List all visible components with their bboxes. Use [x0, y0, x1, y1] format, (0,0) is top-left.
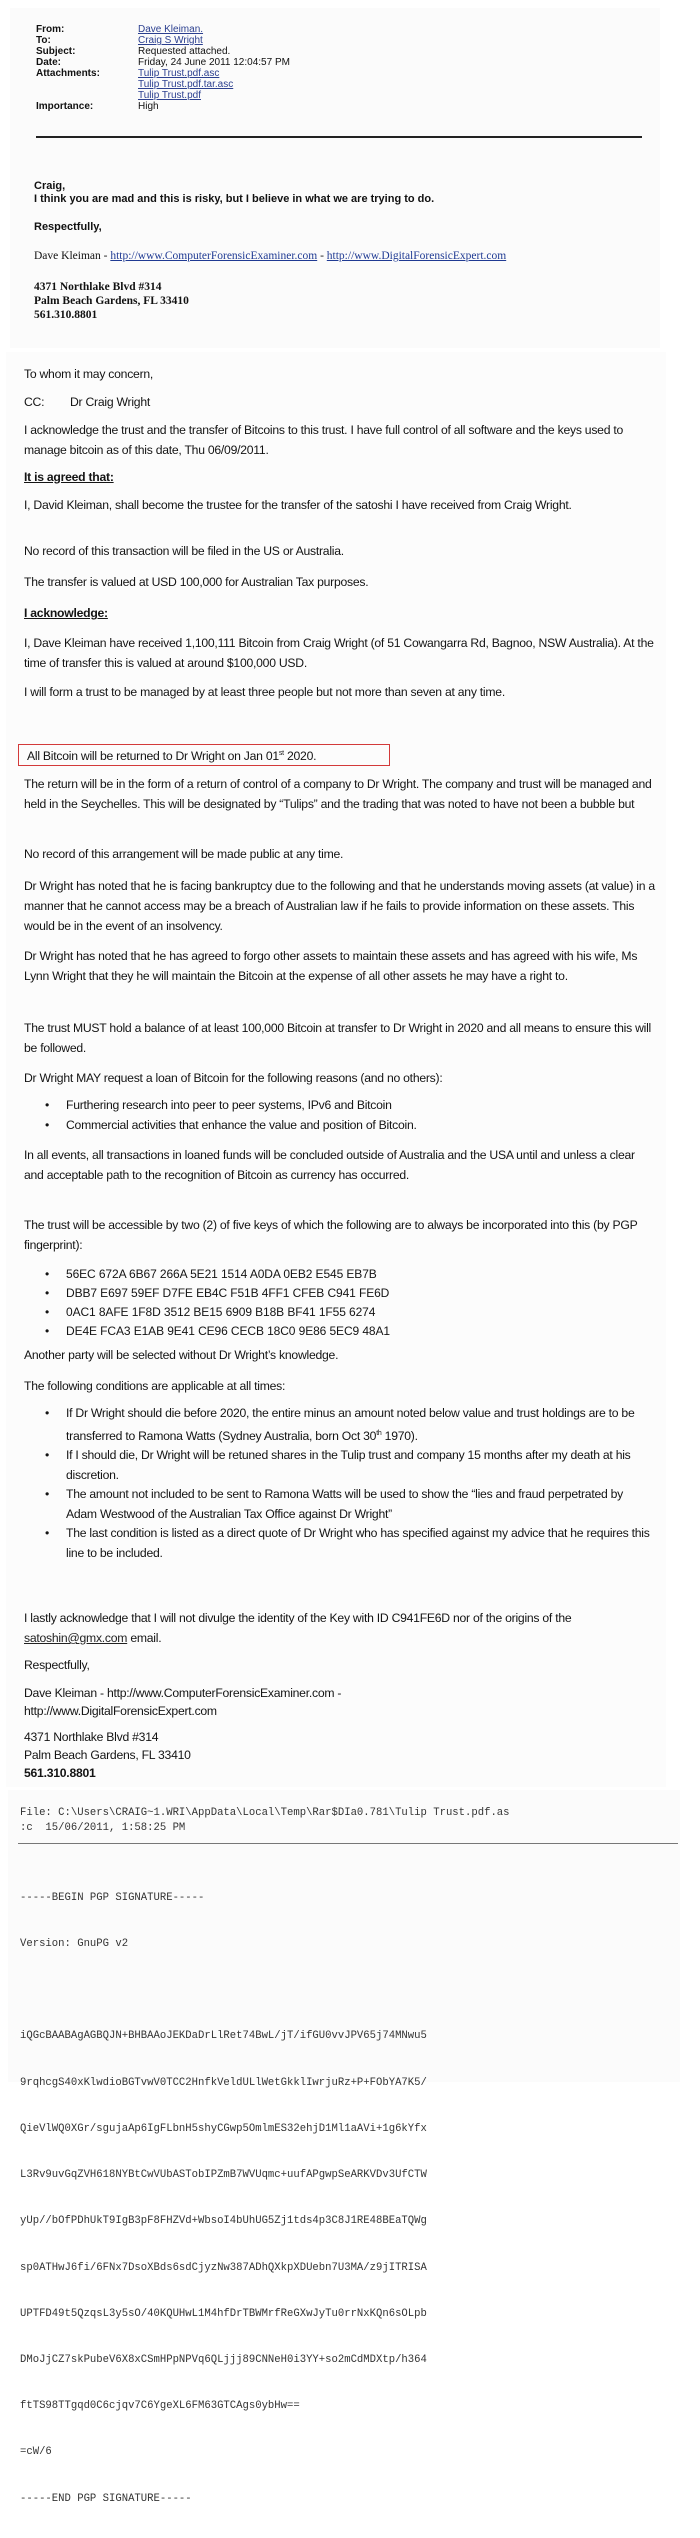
- date-value: Friday, 24 June 2011 12:04:57 PM: [138, 57, 290, 68]
- email-closing: Respectfully,: [34, 221, 102, 233]
- agreed-valuation: The transfer is valued at USD 100,000 for Australian Tax purposes.: [24, 575, 369, 589]
- letter-intro: I acknowledge the trust and the transfer of Bitcoins to this trust. I have full control of all software and the keys used to manage bitcoin as of this date, Thu 06/09/2011.: [24, 423, 624, 457]
- condition-1-text: If Dr Wright should die before 2020, the entire minus an amount noted below value and trust holdings are to be transferred to Ramona Watts (Sydney Australia, born Oct 30: [66, 1406, 635, 1443]
- pgp-line: QieVlWQ0XGr/sgujaAp6IgFLbnH5shyCGwp5OmlmES32ehjD1Ml1aAVi+1g6kYfx: [20, 2122, 427, 2135]
- fingerprint-item: • DE4E FCA3 E1AB 9E41 CE96 CECB 18C0 9E86 5EC9 48A1: [24, 1322, 656, 1341]
- fingerprint-item: • 0AC1 8AFE 1F8D 3512 BE15 6909 B18B BF41 1F55 6274: [24, 1303, 656, 1322]
- letter-signature: [24, 1684, 656, 1720]
- letter-address-line-2: Palm Beach Gardens, FL 33410: [24, 1748, 191, 1762]
- from-label: From:: [36, 24, 65, 35]
- forgo-assets-para: Dr Wright has noted that he has agreed to forgo other assets to maintain these assets and has agreed with his wife, Ms Lynn Wright that they he will maintain the Bitcoin at the expense of all other assets he may have a right to.: [24, 949, 638, 983]
- pgp-signature-printout: [8, 1790, 680, 2505]
- trust-letter: [6, 352, 666, 1787]
- attachment-link[interactable]: Tulip Trust.pdf: [138, 90, 201, 101]
- pgp-divider: [18, 1843, 678, 1844]
- loan-intro: Dr Wright MAY request a loan of Bitcoin for the following reasons (and no others):: [24, 1071, 443, 1085]
- header-from-row: [36, 24, 290, 35]
- email-message: [10, 8, 660, 348]
- fingerprint-item: • DBB7 E697 59EF D7FE EB4C F51B 4FF1 CFEB C941 FE6D: [24, 1284, 656, 1303]
- cc-value: Dr Craig Wright: [70, 395, 150, 409]
- pgp-line: DMoJjCZ7skPubeV6X8xCSmHPpNPVq6QLjjj89CNNeH0i3YY+so2mCdMDXtp/h364: [20, 2353, 427, 2366]
- address-line-1: 4371 Northlake Blvd #314: [34, 281, 162, 293]
- pgp-checksum: =cW/6: [20, 2446, 52, 2459]
- attachment-link[interactable]: Tulip Trust.pdf.asc: [138, 68, 220, 79]
- file-path: [20, 1806, 510, 1837]
- condition-item: • If I should die, Dr Wright will be retuned shares in the Tulip trust and company 15 months after my death at his discretion.: [24, 1446, 656, 1485]
- pgp-line: sp0ATHwJ6fi/6FNx7DsoXBds6sdCjyzNw387ADhQXkpXDUebn7U3MA/z9jITRISA: [20, 2261, 427, 2274]
- subject-value: Requested attached.: [138, 46, 231, 57]
- email-salutation: Craig,: [34, 180, 66, 192]
- pgp-line: L3Rv9uvGqZVH618NYBtCwVUbASTobIPZmB7WVUqmc+uufAPgwpSeARKVDv3UfCTW: [20, 2169, 427, 2182]
- address-line-2: Palm Beach Gardens, FL 33410: [34, 295, 189, 307]
- return-date-year: 2020.: [283, 749, 317, 764]
- signature-separator: -: [317, 250, 327, 262]
- fingerprint-list: [24, 1265, 656, 1341]
- letter-signature-line-2: http://www.DigitalForensicExpert.com: [24, 1704, 217, 1718]
- importance-label: Importance:: [36, 101, 94, 112]
- pgp-line: iQGcBAABAgAGBQJN+BHBAAoJEKDaDrLlRet74BwL/jT/ifGU0vvJPV65j74MNwu5: [20, 2030, 427, 2043]
- agreed-heading: It is agreed that:: [24, 470, 114, 484]
- header-attachments-row: [36, 68, 290, 101]
- file-path-line-2: :c 15/06/2011, 1:58:25 PM: [20, 1822, 186, 1835]
- pgp-end: -----END PGP SIGNATURE-----: [20, 2492, 192, 2505]
- importance-value: High: [138, 101, 159, 112]
- loan-reasons-list: [24, 1095, 656, 1135]
- acknowledge-form-trust: I will form a trust to be managed by at least three people but not more than seven at any time.: [24, 685, 505, 699]
- pgp-version: Version: GnuPG v2: [20, 1938, 129, 1951]
- header-date-row: [36, 57, 290, 68]
- letter-cc: [24, 392, 656, 412]
- condition-item: • The last condition is listed as a direct quote of Dr Wright who has specified against my advice that he requires this line to be included.: [24, 1524, 656, 1563]
- pgp-line: 9rqhcgS40xKlwdioBGTvwV0TCC2HnfkVeldULlWetGkklIwrjuRz+P+FObYA7K5/: [20, 2076, 427, 2089]
- keys-intro: The trust will be accessible by two (2) of five keys of which the following are to always be incorporated into this (by PGP fingerprint):: [24, 1218, 638, 1252]
- condition-1-year: 1970).: [381, 1428, 418, 1443]
- email-address-block: [34, 280, 189, 322]
- header-divider: [36, 136, 642, 138]
- signature-link-digital-forensic[interactable]: http://www.DigitalForensicExpert.com: [326, 250, 507, 262]
- conditions-intro: The following conditions are applicable at all times:: [24, 1379, 286, 1393]
- phone-number: 561.310.8801: [34, 309, 98, 321]
- bankruptcy-para: Dr Wright has noted that he is facing bankruptcy due to the following and that he understands moving assets (at value) in a manner that he cannot access may be a breach of Australian law if he fails to provide information on these assets. This would be in the event of an insolvency.: [24, 879, 655, 933]
- letter-phone: 561.310.8801: [24, 1766, 96, 1780]
- from-link[interactable]: Dave Kleiman.: [138, 24, 204, 35]
- file-path-line-1: File: C:\Users\CRAIG~1.WRI\AppData\Local\Temp\Rar$DIa0.781\Tulip Trust.pdf.as: [20, 1807, 510, 1819]
- cc-label: CC:: [24, 395, 45, 409]
- header-to-row: [36, 35, 290, 46]
- return-form-para: The return will be in the form of a return of control of a company to Dr Wright. The company and trust will be managed and held in the Seychelles. This will be designated by “Tulips” and the trading that was noted to have not been a bubble but: [24, 777, 652, 811]
- pgp-begin: -----BEGIN PGP SIGNATURE-----: [20, 1891, 205, 1904]
- list-item: • Furthering research into peer to peer systems, IPv6 and Bitcoin: [24, 1095, 656, 1115]
- must-hold-para: The trust MUST hold a balance of at least 100,000 Bitcoin at transfer to Dr Wright in 2020 and all means to ensure this will be followed.: [24, 1021, 652, 1055]
- lastly-text: I lastly acknowledge that I will not divulge the identity of the Key with ID C941FE6D nor of the origins of the: [24, 1611, 572, 1625]
- condition-item: [24, 1404, 656, 1446]
- signature-name: Dave Kleiman -: [34, 250, 111, 262]
- satoshin-email-link[interactable]: satoshin@gmx.com: [24, 1631, 128, 1645]
- lastly-para: [24, 1608, 656, 1648]
- letter-closing: Respectfully,: [24, 1658, 90, 1672]
- no-record-public: No record of this arrangement will be made public at any time.: [24, 847, 344, 861]
- pgp-line: ftTS98TTgqd0C6cjqv7C6YgeXL6FM63GTCAgs0ybHw==: [20, 2400, 300, 2413]
- pgp-signature-block: [20, 1860, 427, 2538]
- another-party: Another party will be selected without Dr Wright’s knowledge.: [24, 1348, 339, 1362]
- attachments-label: Attachments:: [36, 68, 100, 79]
- letter-address: [24, 1728, 656, 1782]
- signature-link-computer-forensic[interactable]: http://www.ComputerForensicExaminer.com: [110, 250, 318, 262]
- fingerprint-item: • 56EC 672A 6B67 266A 5E21 1514 A0DA 0EB2 E545 EB7B: [24, 1265, 656, 1284]
- acknowledge-heading: I acknowledge:: [24, 606, 108, 620]
- email-signature: [34, 250, 506, 263]
- agreed-trustee: I, David Kleiman, shall become the trustee for the transfer of the satoshi I have received from Craig Wright.: [24, 498, 572, 512]
- agreed-no-record: No record of this transaction will be filed in the US or Australia.: [24, 544, 344, 558]
- header-importance-row: [36, 101, 290, 112]
- acknowledge-received: I, Dave Kleiman have received 1,100,111 Bitcoin from Craig Wright (of 51 Cowangarra Rd, Bagnoo, NSW Australia). At the time of transfer this is valued at around $100,000 USD.: [24, 636, 654, 670]
- return-date-statement: [27, 744, 659, 766]
- condition-1-sup: th: [376, 1429, 382, 1437]
- letter-address-line-1: 4371 Northlake Blvd #314: [24, 1730, 159, 1744]
- header-subject-row: [36, 46, 290, 57]
- to-link[interactable]: Craig S Wright: [138, 35, 203, 46]
- email-message-text: I think you are mad and this is risky, but I believe in what we are trying to do.: [34, 193, 435, 205]
- to-label: To:: [36, 35, 51, 46]
- return-date-text: All Bitcoin will be returned to Dr Wright on Jan 01: [27, 749, 279, 764]
- email-header: [36, 24, 290, 112]
- condition-item: • The amount not included to be sent to Ramona Watts will be used to show the “lies and fraud perpetrated by Adam Westwood of the Australian Tax Office against Dr Wright”: [24, 1485, 656, 1524]
- return-date-sup: st: [278, 750, 284, 757]
- lastly-end: email.: [127, 1631, 162, 1645]
- events-para: In all events, all transactions in loaned funds will be concluded outside of Australia and the USA until and unless a clear and acceptable path to the recognition of Bitcoin as currency has occurred.: [24, 1148, 635, 1182]
- pgp-line: yUp//bOfPDhUkT9IgB3pF8FHZVd+WbsoI4bUhUG5Zj1tds4p3C8J1RE48BEaTQWg: [20, 2215, 427, 2228]
- list-item: • Commercial activities that enhance the value and position of Bitcoin.: [24, 1115, 656, 1135]
- subject-label: Subject:: [36, 46, 76, 57]
- conditions-list: [24, 1404, 656, 1563]
- date-label: Date:: [36, 57, 62, 68]
- attachment-link[interactable]: Tulip Trust.pdf.tar.asc: [138, 79, 234, 90]
- letter-greeting: To whom it may concern,: [24, 367, 154, 381]
- letter-signature-line-1: Dave Kleiman - http://www.ComputerForensicExaminer.com -: [24, 1686, 342, 1700]
- pgp-line: UPTFD49t5QzqsL3y5sO/40KQUHwL1M4hfDrTBWMrfReGXwJyTu0rrNxKQn6sOLpb: [20, 2307, 427, 2320]
